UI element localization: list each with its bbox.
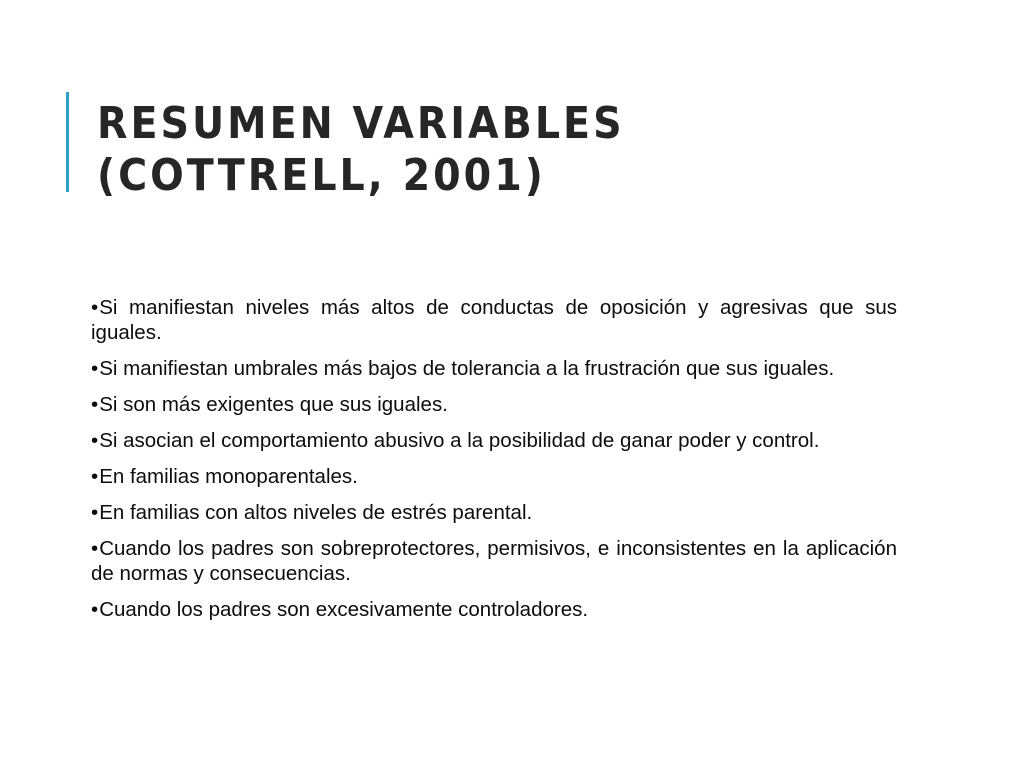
slide-title: RESUMEN VARIABLES (COTTRELL, 2001) — [97, 98, 625, 201]
bullet-list — [91, 295, 897, 633]
bullet-icon: • — [91, 537, 99, 560]
title-accent-bar — [66, 92, 69, 192]
list-item-text: Cuando los padres son sobreprotectores, permisivos, e inconsistentes en la aplicación de normas y consecuencias. — [91, 537, 897, 585]
list-item-text: En familias con altos niveles de estrés parental. — [99, 501, 533, 524]
list-item — [91, 295, 897, 345]
list-item-text: Si son más exigentes que sus iguales. — [99, 393, 448, 416]
list-item — [91, 536, 897, 586]
list-item-text: Cuando los padres son excesivamente controladores. — [99, 598, 589, 621]
bullet-icon: • — [91, 598, 99, 621]
bullet-icon: • — [91, 296, 99, 319]
list-item-text: Si manifiestan niveles más altos de conductas de oposición y agresivas que sus iguales. — [91, 296, 897, 344]
bullet-icon: • — [91, 465, 99, 488]
list-item — [91, 428, 897, 453]
list-item — [91, 356, 897, 381]
list-item — [91, 464, 897, 489]
list-item-text: Si asocian el comportamiento abusivo a la posibilidad de ganar poder y control. — [99, 429, 820, 452]
list-item — [91, 597, 897, 622]
list-item — [91, 500, 897, 525]
bullet-icon: • — [91, 357, 99, 380]
list-item-text: En familias monoparentales. — [99, 465, 358, 488]
list-item-text: Si manifiestan umbrales más bajos de tolerancia a la frustración que sus iguales. — [99, 357, 835, 380]
bullet-icon: • — [91, 393, 99, 416]
bullet-icon: • — [91, 429, 99, 452]
list-item — [91, 392, 897, 417]
bullet-icon: • — [91, 501, 99, 524]
